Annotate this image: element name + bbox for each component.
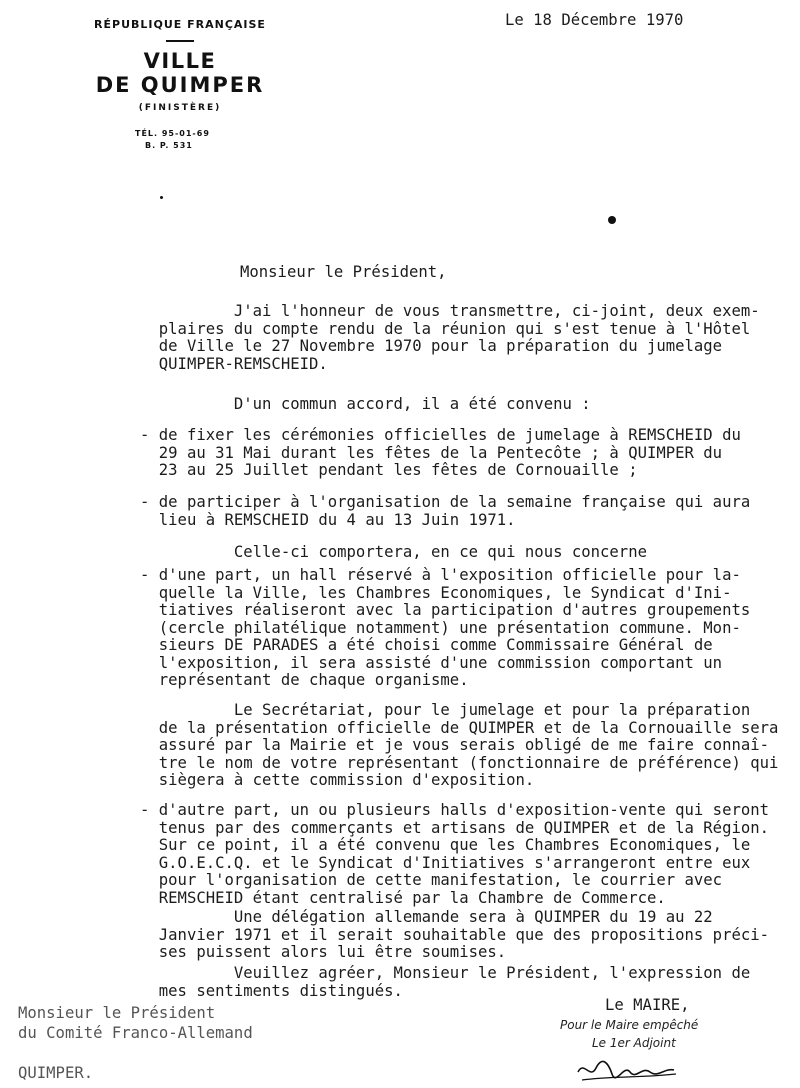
letterhead-republic: RÉPUBLIQUE FRANÇAISE [94,18,266,31]
addressee-block: Monsieur le Président du Comité Franco-Allemand QUIMPER. [18,1004,253,1082]
letter-date: Le 18 Décembre 1970 [505,11,684,29]
signature-delegation-stamp: Pour le Maire empêché [560,1018,699,1032]
letterhead-po-box: B. P. 531 [145,141,193,150]
paragraph-secretariat: Le Secrétariat, pour le jumelage et pour la préparation de la présentation officielle de QUIMPER et de la Cornouaille sera assuré par la Mairie et je vous serais obligé de me faire connaî- tre le nom de votre représentant (fonctionnaire de préférence) qui siègera à cette commission d'exposition. [158,701,779,789]
ink-spot [608,216,616,224]
list-item-french-week: - de participer à l'organisation de la semaine française qui aura lieu à REMSCHEID du 4 au 13 Juin 1971. [140,493,751,529]
letterhead [50,18,310,150]
handwritten-signature [570,1050,680,1086]
paragraph-delegation: Une délégation allemande sera à QUIMPER du 19 au 22 Janvier 1971 et il serait souhaitable que des propositions préci- ses puissent alors lui être soumises. [158,908,770,961]
paragraph-closing: Veuillez agréer, Monsieur le Président, l'expression de mes sentiments distingués. [158,964,751,1000]
letterhead-department: (FINISTÈRE) [138,103,222,113]
signature-title: Le MAIRE, [605,996,690,1014]
signature-deputy-stamp: Le 1er Adjoint [592,1036,676,1050]
list-item-ceremonies: - de fixer les cérémonies officielles de jumelage à REMSCHEID du 29 au 31 Mai durant les fêtes de la Pentecôte ; à QUIMPER du 23 au 25 Juillet pendant les fêtes de Cornouaille ; [140,426,741,479]
letterhead-phone: TÉL. 95-01-69 [135,129,210,138]
list-item-official-hall: - d'une part, un hall réservé à l'exposition officielle pour la- quelle la Ville, les Chambres Economiques, le Syndicat d'Ini- tiatives réaliseront avec la participation d'autres groupements (cercle philatélique notamment) une présentation commune. Mon- sieurs DE PARADES a été choisi comme Commissaire Général de l'exposition, il sera assisté d'une commission comportant un représentant de chaque organisme. [140,566,751,689]
ink-speck [160,196,163,199]
paragraph-includes: Celle-ci comportera, en ce qui nous concerne [140,543,647,561]
letterhead-city-line1: VILLE [143,49,217,73]
salutation: Monsieur le Président, [240,263,447,281]
letterhead-rule [166,40,194,42]
letterhead-city-line2: DE QUIMPER [95,73,265,97]
paragraph-transmission: J'ai l'honneur de vous transmettre, ci-joint, deux exem- plaires du compte rendu de la réunion qui s'est tenue à l'Hôtel de Ville le 27 Novembre 1970 pour la préparation du jumelage QUIMPER-REMSCHEID. [158,302,760,373]
paragraph-agreement-intro: D'un commun accord, il a été convenu : [140,395,591,413]
list-item-sales-halls: - d'autre part, un ou plusieurs halls d'exposition-vente qui seront tenus par des commerçants et artisans de QUIMPER et de la Région. Sur ce point, il a été convenu que les Chambres Economiques, le G.O.E.C.Q. et le Syndicat d'Initiatives s'arrangeront entre eux pour l'organisation de cette manifestation, le courrier avec REMSCHEID étant centralisé par la Chambre de Commerce. [140,801,770,907]
